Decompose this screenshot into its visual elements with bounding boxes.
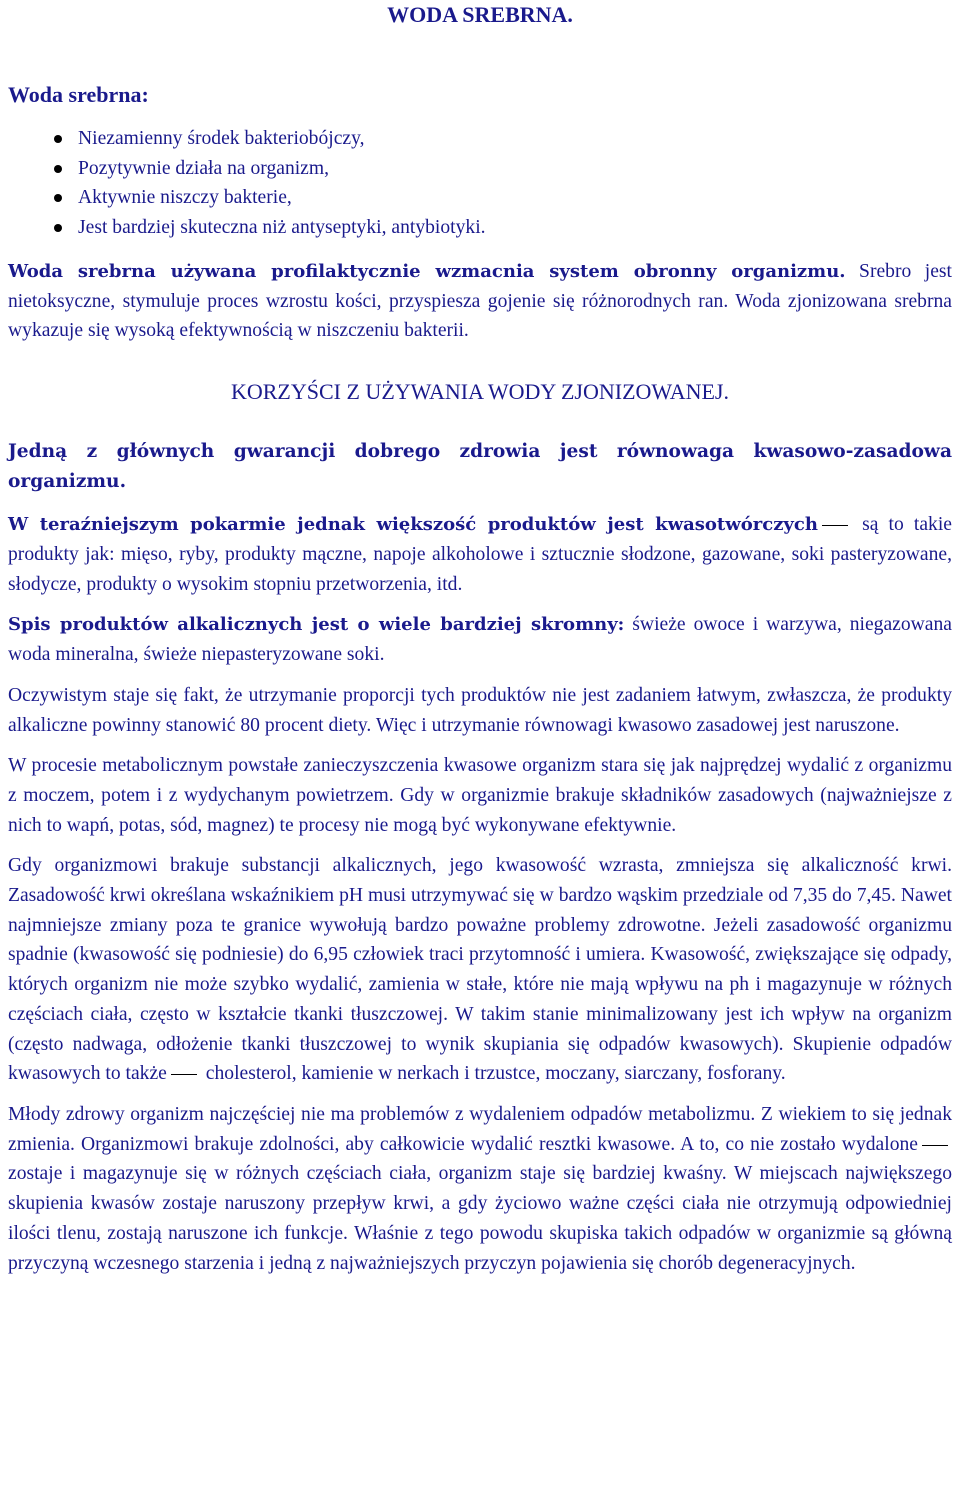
list-item xyxy=(78,183,952,213)
bullet-list xyxy=(8,124,952,243)
paragraph-oczywistym: Oczywistym staje się fakt, że utrzymanie proporcji tych produktów nie jest zadaniem łatwym, zwłaszcza, że produkty alkaliczne powinny stanowić 80 procent diety. Więc i utrzymanie równowagi kwasowo zasadowej jest naruszone. xyxy=(8,684,952,736)
list-item xyxy=(78,124,952,154)
paragraph-text-continued: zostaje i magazynuje się w różnych częściach ciała, organizm staje się bardziej kwaśny. W miejscach największego skupienia kwasów zostaje naruszony przepływ krwi, a gdy życiowo ważne części ciała nie otrzymują odpowiedniej ilości tlenu, zostają naruszone ich funkcje. Właśnie z tego powodu skupiska takich odpadów w organizmie są główną przyczyną wczesnego starzenia i jedną z najważniejszych przyczyn pojawienia się chorób degeneracyjnych. xyxy=(8,1163,952,1274)
paragraph-bold-lead: Spis produktów alkalicznych jest o wiele bardziej skromny: xyxy=(8,614,625,636)
paragraph-mlody-organizm xyxy=(8,1100,952,1278)
paragraph-text: świeże owoce i warzywa, niegazowana woda mineralna, świeże niepasteryzowane soki. xyxy=(8,614,952,666)
paragraph-text: są to takie produkty jak: mięso, ryby, produkty mączne, napoje alkoholowe i sztucznie słodzone, gazowane, soki pasteryzowane, słodycze, produkty o wysokim stopniu przetworzenia, itd. xyxy=(8,514,952,595)
paragraph-bold-text: Jedną z głównych gwarancji dobrego zdrowia jest równowaga kwasowo-zasadowa organizmu. xyxy=(8,440,952,492)
bullet-icon xyxy=(54,165,62,173)
list-item-text: Aktywnie niszczy bakterie, xyxy=(78,187,292,209)
paragraph-kwasotworcze xyxy=(8,510,952,599)
paragraph-alkalicznosc-krwi xyxy=(8,851,952,1089)
paragraph-text-continued: cholesterol, kamienie w nerkach i trzustce, moczany, siarczany, fosforany. xyxy=(200,1063,786,1085)
list-item-text: Pozytywnie działa na organizm, xyxy=(78,157,330,179)
section-heading-korzysci: KORZYŚCI Z UŻYWANIA WODY ZJONIZOWANEJ. xyxy=(230,378,729,404)
bullet-icon xyxy=(54,135,62,143)
paragraph-rownowaga xyxy=(8,437,952,496)
bullet-icon xyxy=(54,194,62,202)
paragraph-proces-metaboliczny: W procesie metabolicznym powstałe zanieczyszczenia kwasowe organizm stara się jak najprędzej wydalić z organizmu z moczem, potem i z wydychanym powietrzem. Gdy w organizmie brakuje składników zasadowych (najważniejsze z nich to wapń, potas, sód, magnez) te procesy nie mogą być wykonywane efektywnie. xyxy=(8,755,952,836)
paragraph-text: Młody zdrowy organizm najczęściej nie ma problemów z wydaleniem odpadów metabolizmu. Z wiekiem to się jednak zmienia. Organizmowi brakuje zdolności, aby całkowicie wydalić resztki kwasowe. A to, co nie zostało wydalone xyxy=(8,1103,952,1155)
paragraph-woda-srebrna xyxy=(8,257,952,346)
document-title: WODA SREBRNA. xyxy=(387,2,573,27)
list-item-text: Niezamienny środek bakteriobójczy, xyxy=(78,128,365,149)
paragraph-text: Srebro jest nietoksyczne, stymuluje proces wzrostu kości, przyspiesza gojenie się różnorodnych ran. Woda zjonizowana srebrna wykazuje się wysoką efektywnością w niszczeniu bakterii. xyxy=(8,260,952,342)
list-item xyxy=(78,213,952,243)
paragraph-bold-lead: W teraźniejszym pokarmie jednak większość produktów jest kwasotwórczych xyxy=(8,514,818,536)
paragraph-text: Gdy organizmowi brakuje substancji alkalicznych, jego kwasowość wzrasta, zmniejsza się alkaliczność krwi. Zasadowość krwi określana wskaźnikiem pH musi utrzymywać się w bardzo wąskim przedziale od 7,35 do 7,45. Nawet najmniejsze zmiany poza te granice wywołują bardzo poważne problemy zdrowotne. Jeżeli zasadowość organizmu spadnie (kwasowość się podniesie) do 6,95 człowiek traci przytomność i umiera. Kwasowość, zwiększające się odpady, których organizm nie może szybko wydalić, zamienia w stałe, które nie mają wpływu na ph i magazynuje w różnych częściach ciała, często w kształcie tkanki tłuszczowej. W takim stanie minimalizowany jest ich wpływ na organizm (często nadwaga, odłożenie tkanki tłuszczowej to wynik skupiania się odpadów kwasowych). Skupienie odpadów kwasowych to także xyxy=(8,855,952,1085)
section-heading-woda-srebrna: Woda srebrna: xyxy=(8,82,149,107)
list-item-text: Jest bardziej skuteczna niż antyseptyki, antybiotyki. xyxy=(78,217,486,239)
bullet-icon xyxy=(54,224,62,232)
dash-divider xyxy=(171,1074,197,1075)
paragraph-alkaliczne xyxy=(8,610,952,669)
dash-divider xyxy=(822,525,848,526)
list-item xyxy=(78,154,952,184)
paragraph-bold-lead: Woda srebrna używana profilaktycznie wzmacnia system obronny organizmu. xyxy=(8,260,846,282)
dash-divider xyxy=(922,1145,948,1146)
